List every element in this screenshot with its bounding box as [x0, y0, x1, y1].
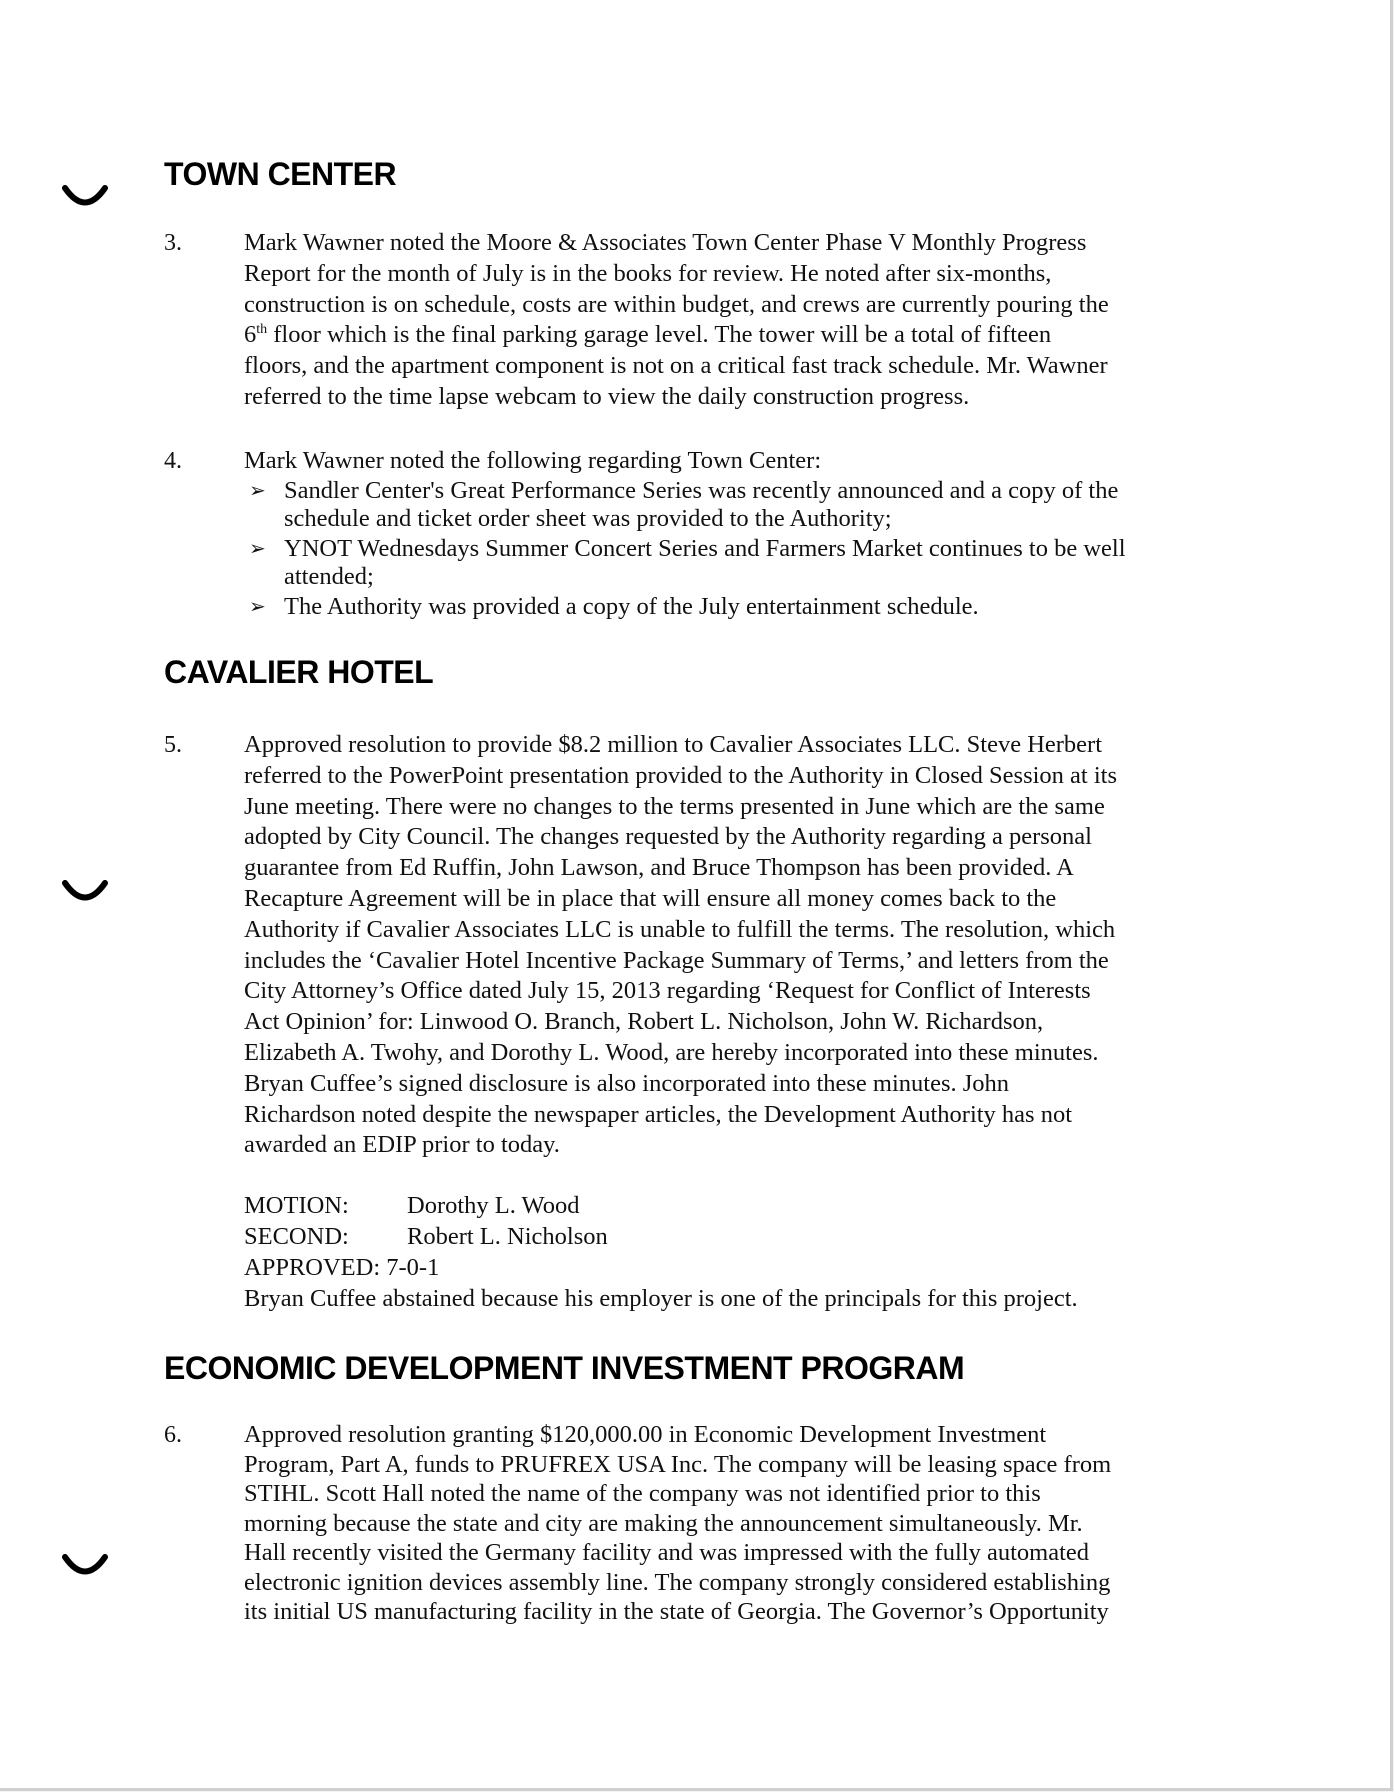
body-line: Hall recently visited the Germany facility and was impressed with the fully automated: [244, 1539, 1089, 1566]
body-line: [244, 320, 1234, 351]
motion-value: Dorothy L. Wood: [407, 1192, 580, 1220]
section-heading-edip: ECONOMIC DEVELOPMENT INVESTMENT PROGRAM: [164, 1350, 965, 1386]
body-line: Authority if Cavalier Associates LLC is unable to fulfill the terms. The resolution, which: [244, 915, 1116, 943]
body-line: Report for the month of July is in the books for review. He noted after six-months,: [244, 259, 1052, 287]
arrow-bullet-icon: ➢: [249, 479, 266, 502]
bullet-line: The Authority was provided a copy of the July entertainment schedule.: [284, 592, 979, 620]
vote-record: [244, 1191, 1234, 1314]
body-line: Elizabeth A. Twohy, and Dorothy L. Wood, are hereby incorporated into these minutes.: [244, 1038, 1099, 1066]
motion-row: [244, 1191, 1234, 1222]
item-number: 5.: [164, 732, 182, 758]
body-line: awarded an EDIP prior to today.: [244, 1131, 560, 1159]
floor-ordinal: th: [256, 322, 268, 338]
body-line: June meeting. There were no changes to the terms presented in June which are the same: [244, 792, 1105, 820]
second-row: [244, 1222, 1234, 1253]
bullet-item: [244, 535, 1234, 591]
approved-row: [244, 1253, 1234, 1284]
body-line: Richardson noted despite the newspaper articles, the Development Authority has not: [244, 1100, 1073, 1128]
arrow-bullet-icon: ➢: [249, 537, 266, 560]
section-heading-town-center: TOWN CENTER: [164, 156, 397, 192]
second-label: SECOND:: [244, 1222, 349, 1250]
body-line: morning because the state and city are making the announcement simultaneously. Mr.: [244, 1509, 1083, 1537]
body-line: referred to the time lapse webcam to view the daily construction progress.: [244, 382, 970, 410]
motion-label: MOTION:: [244, 1192, 349, 1220]
item-body: [244, 730, 1234, 1314]
second-value: Robert L. Nicholson: [407, 1222, 608, 1250]
bullet-list: [244, 477, 1234, 621]
floor-rest: floor which is the final parking garage level. The tower will be a total of fifteen: [267, 321, 1052, 349]
section-heading-cavalier-hotel: CAVALIER HOTEL: [164, 654, 434, 690]
approved-value: 7-0-1: [386, 1253, 440, 1281]
item-number: 4.: [164, 448, 182, 474]
body-line: electronic ignition devices assembly line. The company strongly considered establishing: [244, 1568, 1111, 1596]
abstain-note: Bryan Cuffee abstained because his employer is one of the principals for this project.: [244, 1284, 1078, 1312]
item-number: 3.: [164, 230, 182, 256]
body-line: includes the ‘Cavalier Hotel Incentive Package Summary of Terms,’ and letters from the: [244, 946, 1109, 974]
body-line: Approved resolution to provide $8.2 million to Cavalier Associates LLC. Steve Herbert: [244, 731, 1103, 758]
body-line: Act Opinion’ for: Linwood O. Branch, Robert L. Nicholson, John W. Richardson,: [244, 1008, 1044, 1036]
punch-hole-mark-icon: [62, 880, 108, 902]
item-body: [244, 1420, 1234, 1627]
item-body: [244, 446, 1234, 623]
body-line: Recapture Agreement will be in place that will ensure all money comes back to the: [244, 884, 1057, 912]
bullet-line: attended;: [284, 562, 374, 590]
punch-hole-mark-icon: [62, 185, 108, 207]
bullet-line: YNOT Wednesdays Summer Concert Series and Farmers Market continues to be well: [284, 534, 1126, 562]
body-line: City Attorney’s Office dated July 15, 2013 regarding ‘Request for Conflict of Interests: [244, 977, 1091, 1005]
item-number: 6.: [164, 1422, 182, 1448]
body-line: Program, Part A, funds to PRUFREX USA Inc. The company will be leasing space from: [244, 1450, 1112, 1478]
body-line: adopted by City Council. The changes requested by the Authority regarding a personal: [244, 823, 1092, 851]
floor-number: 6: [244, 321, 257, 349]
punch-hole-mark-icon: [62, 1554, 108, 1576]
bullet-line: schedule and ticket order sheet was provided to the Authority;: [284, 504, 892, 532]
bullet-item: [244, 593, 1234, 621]
body-line: STIHL. Scott Hall noted the name of the company was not identified prior to this: [244, 1480, 1041, 1507]
item-intro: Mark Wawner noted the following regarding Town Center:: [244, 447, 822, 474]
approved-label: APPROVED:: [244, 1253, 381, 1281]
arrow-bullet-icon: ➢: [249, 595, 266, 618]
bullet-line: Sandler Center's Great Performance Series was recently announced and a copy of the: [284, 476, 1119, 504]
body-line: Approved resolution granting $120,000.00 in Economic Development Investment: [244, 1421, 1047, 1448]
body-line: referred to the PowerPoint presentation provided to the Authority in Closed Session at its: [244, 761, 1118, 789]
body-line: floors, and the apartment component is not on a critical fast track schedule. Mr. Wawner: [244, 352, 1108, 380]
item-body: [244, 228, 1234, 413]
body-line: guarantee from Ed Ruffin, John Lawson, and Bruce Thompson has been provided. A: [244, 854, 1074, 882]
bullet-item: [244, 477, 1234, 533]
body-line: its initial US manufacturing facility in the state of Georgia. The Governor’s Opportunity: [244, 1598, 1109, 1625]
body-line: Bryan Cuffee’s signed disclosure is also incorporated into these minutes. John: [244, 1069, 1010, 1097]
body-line: construction is on schedule, costs are within budget, and crews are currently pouring the: [244, 290, 1109, 318]
body-line: Mark Wawner noted the Moore & Associates Town Center Phase V Monthly Progress: [244, 229, 1087, 256]
